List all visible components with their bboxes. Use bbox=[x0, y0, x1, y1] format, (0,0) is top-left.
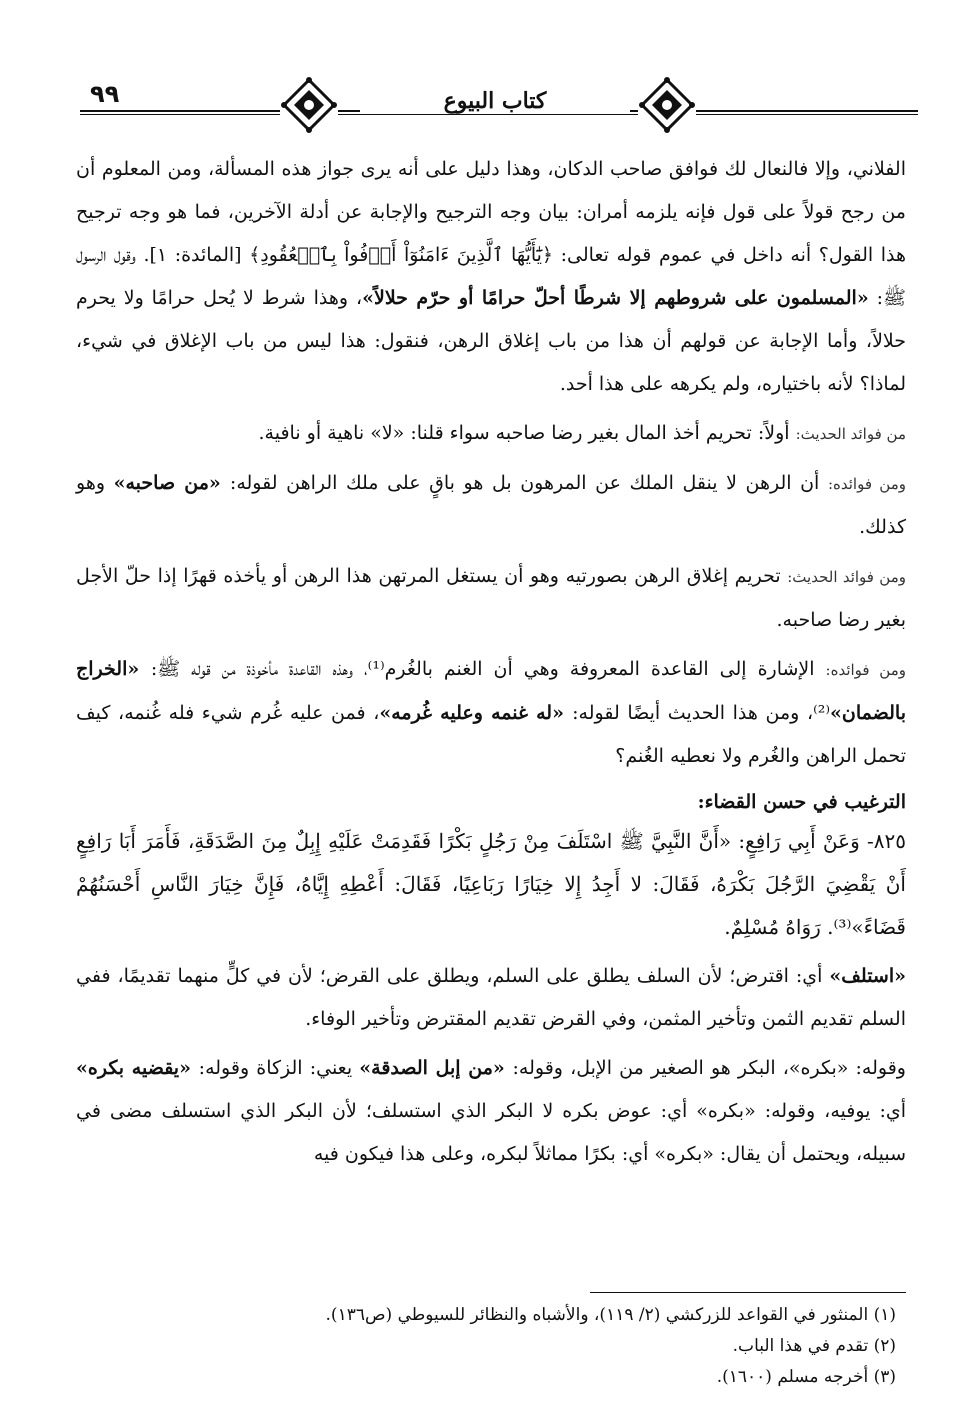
paragraph-text: ، وهذا شرط لا يُحل حرامًا ولا يحرم حلالاً، وأما الإجابة عن قولهم أن هذا من باب إغلاق الرهن، فنقول: هذا ليس من باب الإغلاق في شيء، لماذا؟ لأنه باختياره، ولم يكرهه على هذا أحد. bbox=[76, 287, 906, 395]
section-heading: الترغيب في حسن القضاء: bbox=[697, 791, 906, 813]
paragraph-lead: من فوائد الحديث: bbox=[795, 425, 906, 443]
paragraph bbox=[76, 412, 906, 456]
paragraph-text: أولاً: تحريم أخذ المال بغير رضا صاحبه سواء قلنا: «لا» ناهية أو نافية. bbox=[258, 422, 796, 444]
paragraph-text: ، فمن عليه غُرم شيء فله غُنمه، كيف تحمل الراهن والغُرم ولا نعطيه الغُنم؟ bbox=[76, 702, 906, 767]
paragraph-text: أي: اقترض؛ لأن السلف يطلق على السلم، ويطلق على القرض؛ لأن في كلٍّ منهما تقديمًا، ففي السلم تقديم الثمن وتأخير المثمن، وفي القرض تقديم المقترض وتأخير الوفاء. bbox=[76, 965, 906, 1030]
hadith-quote: «له غنمه وعليه غُرمه» bbox=[379, 702, 573, 724]
footnote-rule bbox=[590, 1292, 906, 1293]
footnotes bbox=[76, 1300, 896, 1393]
paragraph-text: ⁽²⁾، ومن هذا الحديث أيضًا لقوله: bbox=[572, 702, 831, 724]
hadith-quote: «المسلمون على شروطهم إلا شرطًا أحلّ حرامًا أو حرّم حلالاً» bbox=[362, 287, 869, 309]
paragraph bbox=[76, 462, 906, 549]
paragraph-text: وقوله: «بكره»، البكر هو الصغير من الإبل، وقوله: bbox=[512, 1057, 906, 1079]
paragraph-lead: ومن فوائد الحديث: bbox=[787, 568, 906, 586]
term: «استلف» bbox=[829, 965, 906, 987]
ornament-icon bbox=[280, 76, 338, 134]
footnote: (٣) أخرجه مسلم (١٦٠٠). bbox=[716, 1367, 896, 1387]
paragraph-text: وهو كذلك. bbox=[76, 472, 906, 538]
commentary-paragraph bbox=[76, 1047, 906, 1176]
page-header bbox=[70, 72, 918, 142]
paragraph bbox=[76, 555, 906, 642]
paragraph-text: أي: يوفيه، وقوله: «بكره» أي: عوض بكره لا البكر الذي استسلف؛ لأن البكر الذي استسلف مضى في سبيله، ويحتمل أن يقال: «بكره» أي: بكرًا مماثلاً لبكره، وعلى هذا فيكون فيه bbox=[76, 1100, 906, 1165]
ornament-icon bbox=[638, 76, 696, 134]
book-title: كتاب البيوع bbox=[360, 88, 630, 114]
footnote: (٢) تقدم في هذا الباب. bbox=[732, 1336, 896, 1356]
paragraph-lead: ومن فوائده: bbox=[827, 475, 906, 493]
term: «من إبل الصدقة» bbox=[359, 1057, 513, 1079]
page-body bbox=[76, 148, 906, 1182]
paragraph-text: الإشارة إلى القاعدة المعروفة وهي أن الغنم بالغُرم⁽¹⁾، وهذه القاعدة مأخوذة من قوله ﷺ: bbox=[150, 658, 826, 680]
paragraph bbox=[76, 648, 906, 778]
hadith-text: ٨٢٥- وَعَنْ أَبِي رَافِعٍ: «أَنَّ النَّبِيَّ ﷺ اسْتَلَفَ مِنْ رَجُلٍ بَكْرًا فَقَدِمَتْ عَلَيْهِ إِبِلٌ مِنَ الصَّدَقَةِ، فَأَمَرَ أَبَا رَافِعٍ أَنْ يَقْضِيَ الرَّجُلَ بَكْرَهُ، فَقَالَ: لا أَجِدُ إِلا خِيَارًا رَبَاعِيًا، فَقَالَ: أَعْطِهِ إِيَّاهُ، فَإِنَّ خِيَارَ النَّاسِ أَحْسَنُهُمْ قَضَاءً»⁽³⁾. رَوَاهُ مُسْلِمٌ. bbox=[76, 829, 906, 939]
paragraph-text: الفلاني، وإلا فالنعال لك فوافق صاحب الدكان، وهذا دليل على أنه يرى جواز هذه المسألة، ومن المعلوم أن من رجح قولاً على قول فإنه يلزمه أمران: بيان وجه الترجيح والإجابة عن أدلة الآخرين، فما هو وجه ترجيح هذا القول؟ أنه داخل في عموم قوله تعالى: ﴿يَٰٓأَيُّهَا ٱلَّذِينَ ءَامَنُوٓاْ أَوۡفُواْ بِٱلۡعُقُودِ﴾ [المائدة: ١]. وقول الرسول ﷺ: bbox=[76, 158, 906, 309]
header-rule-thin bbox=[80, 114, 918, 115]
paragraph-text: تحريم إغلاق الرهن بصورتيه وهو أن يستغل المرتهن هذا الرهن أو يأخذه قهرًا إذا حلّ الأجل بغير رضا صاحبه. bbox=[76, 565, 906, 631]
footnote: (١) المنثور في القواعد للزركشي (٢/ ١١٩)، والأشباه والنظائر للسيوطي (ص١٣٦). bbox=[325, 1305, 896, 1325]
commentary-paragraph bbox=[76, 955, 906, 1041]
hadith-quote: «الخراج بالضمان» bbox=[76, 658, 906, 724]
paragraph-text: أن الرهن لا ينقل الملك عن المرهون بل هو باقٍ على ملك الراهن لقوله: bbox=[229, 472, 828, 494]
term: «يقضيه بكره» bbox=[76, 1057, 199, 1079]
paragraph bbox=[76, 148, 906, 406]
page-number: ٩٩ bbox=[90, 80, 120, 108]
hadith-quote: «من صاحبه» bbox=[113, 472, 230, 494]
paragraph-lead: ومن فوائده: bbox=[825, 661, 907, 679]
paragraph-text: يعني: الزكاة وقوله: bbox=[198, 1057, 360, 1079]
